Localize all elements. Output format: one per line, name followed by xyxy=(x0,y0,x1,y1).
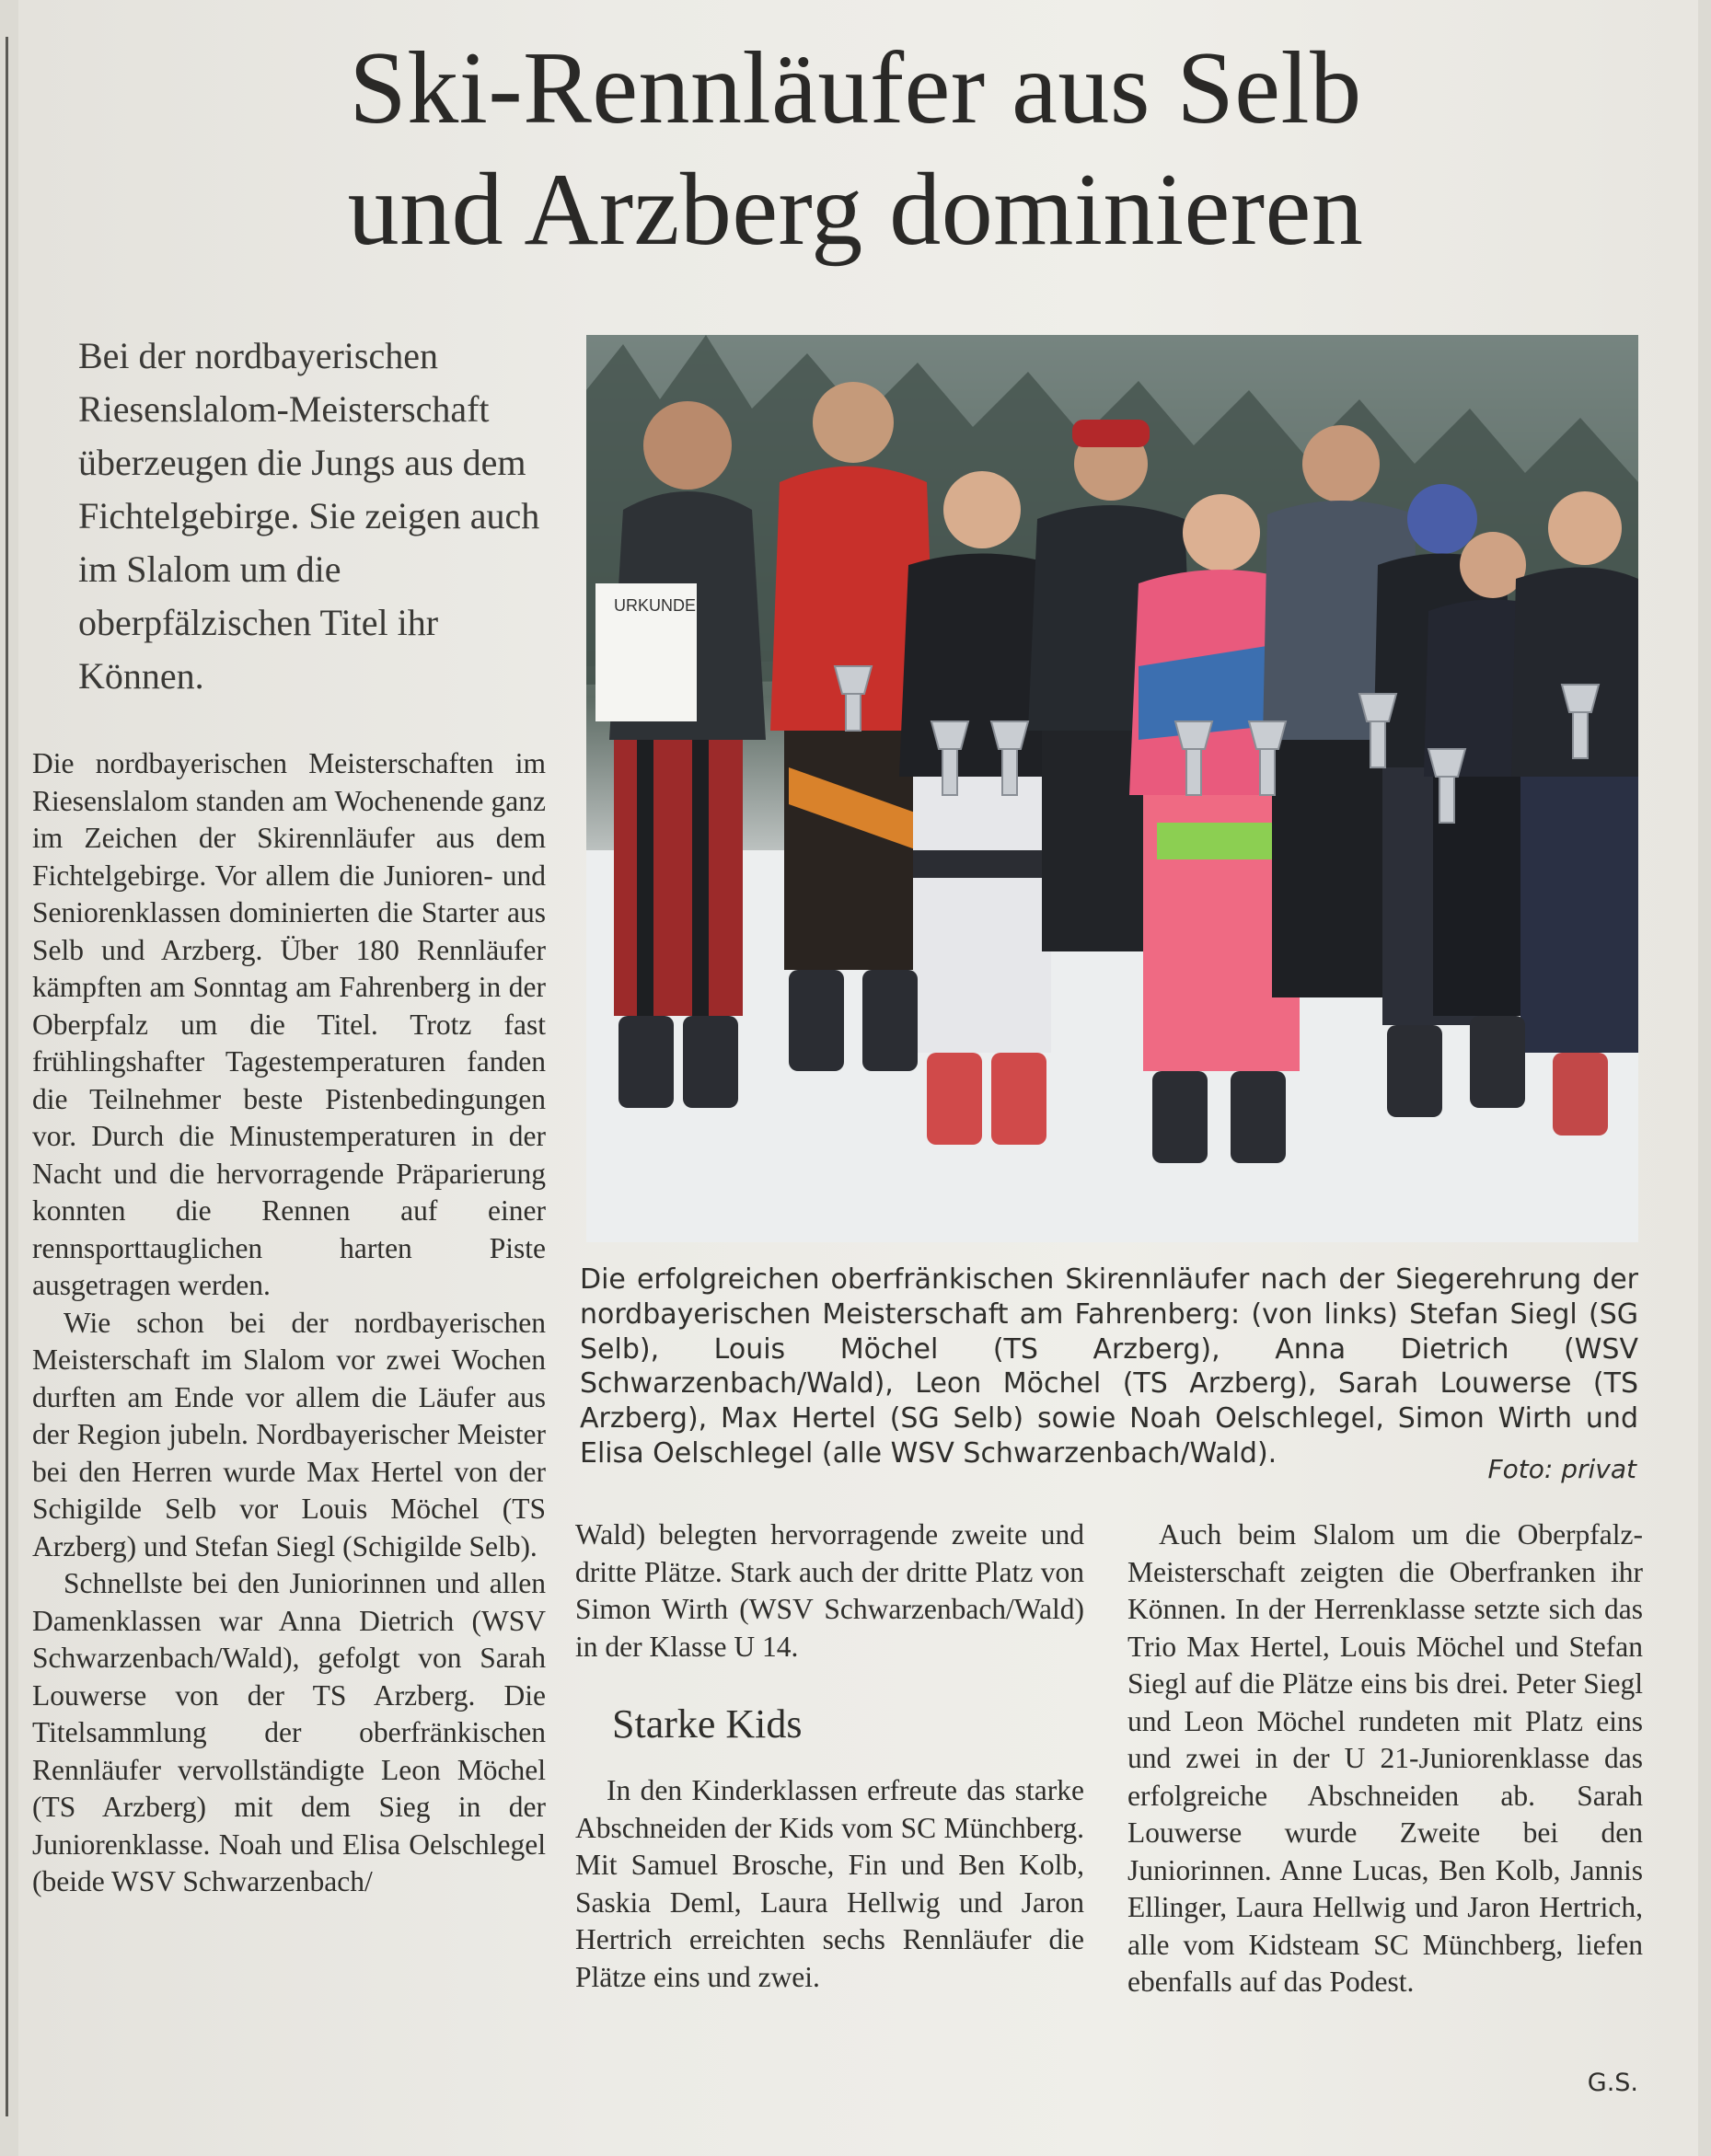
paragraph-6: Auch beim Slalom um die Oberpfalz-Meisterschaft zeigten die Oberfranken ihr Können. In der Herrenklasse setzte sich das Trio Max Hertel, Louis Möchel und Stefan Siegl auf die Plätze eins bis drei. Peter Siegl und Leon Möchel rundeten mit Platz eins und zwei in der U 21-Juniorenklasse das erfolgreiche Abschneiden ab. Sarah Louwerse wurde Zweite bei den Juniorinnen. Anne Lucas, Ben Kolb, Jannis Ellinger, Laura Hellwig und Jaron Hertrich, alle vom Kidsteam SC Münchberg, liefen ebenfalls auf das Podest. xyxy=(1127,1518,1643,1998)
certificate-text: URKUNDE xyxy=(614,596,697,615)
article-lead: Bei der nordbayerischen Riesenslalom-Meisterschaft überzeugen die Jungs aus dem Fichtelgebirge. Sie zeigen auch im Slalom um die oberpfälzischen Titel ihr Können. xyxy=(78,335,540,697)
headline-line-1: Ski-Rennläufer aus Selb xyxy=(349,31,1362,145)
paragraph-3: Schnellste bei den Juniorinnen und allen Damenklassen war Anna Dietrich (WSV Schwarzenbach/Wald), gefolgt von Sarah Louwerse von der TS Arzberg. Die Titelsammlung der oberfränkischen Rennläufer vervollständigte Leon Möchel (TS Arzberg) mit dem Sieg in der Juniorenklasse. Noah und Elisa Oelschlegel (beide WSV Schwarzenbach/ xyxy=(32,1567,546,1897)
paragraph-1: Die nordbayerischen Meisterschaften im Riesenslalom standen am Wochenende ganz im Zeichen der Skirennläufer aus dem Fichtelgebirge. Vor allem die Junioren- und Seniorenklassen dominierten die Starter aus Selb und Arzberg. Über 180 Rennläufer kämpften am Sonntag am Fahrenberg in der Oberpfalz um die Titel. Trotz fast frühlingshafter Tagestemperaturen fanden die Teilnehmer beste Pistenbedingungen vor. Durch die Minustemperaturen in der Nacht und die hervorragende Präparierung konnten die Rennen auf einer rennsporttauglichen harten Piste ausgetragen werden. xyxy=(32,747,546,1301)
headline-line-2: und Arzberg dominieren xyxy=(347,153,1364,267)
paragraph-2: Wie schon bei der nordbayerischen Meisterschaft im Slalom vor zwei Wochen durften am Ende vor allem die Läufer aus der Region jubeln. Nordbayerischer Meister bei den Herren wurde Max Hertel von der Schigilde Selb vor Louis Möchel (TS Arzberg) und Stefan Siegl (Schigilde Selb). xyxy=(32,1306,546,1562)
person-9-elisa-oelschlegel xyxy=(1511,491,1638,1053)
subheading-starke-kids: Starke Kids xyxy=(612,1701,803,1747)
paragraph-4: Wald) belegten hervorragende zweite und dritte Plätze. Stark auch der dritte Platz von Simon Wirth (WSV Schwarzenbach/Wald) in der Klasse U 14. xyxy=(575,1518,1084,1663)
article-photo xyxy=(586,335,1638,1242)
page-fold-line xyxy=(6,37,8,2116)
photo-caption: Die erfolgreichen oberfränkischen Skirennläufer nach der Siegerehrung der nordbayerischen Meisterschaft am Fahrenberg: (von links) Stefan Siegl (SG Selb), Louis Möchel (TS Arzberg), Anna Dietrich (WSV Schwarzenbach/Wald), Leon Möchel (TS Arzberg), Sarah Louwerse (TS Arzberg), Max Hertel (SG Selb) sowie Noah Oelschlegel, Simon Wirth und Elisa Oelschlegel (alle WSV Schwarzenbach/Wald). xyxy=(580,1263,1638,1470)
photo-credit: Foto: privat xyxy=(1487,1454,1636,1484)
author-initials: G.S. xyxy=(1587,2069,1638,2097)
article-headline xyxy=(0,28,1711,271)
article-column-2 xyxy=(575,1516,1084,1996)
article-column-1 xyxy=(32,745,546,1901)
skiers-group-photo xyxy=(586,335,1638,1242)
paragraph-5: In den Kinderklassen erfreute das starke Abschneiden der Kids vom SC Münchberg. Mit Samuel Brosche, Fin und Ben Kolb, Saskia Deml, Laura Hellwig und Jaron Hertrich erreichten sechs Rennläufer die Plätze eins und zwei. xyxy=(575,1774,1084,1993)
article-column-3 xyxy=(1127,1516,1643,2001)
